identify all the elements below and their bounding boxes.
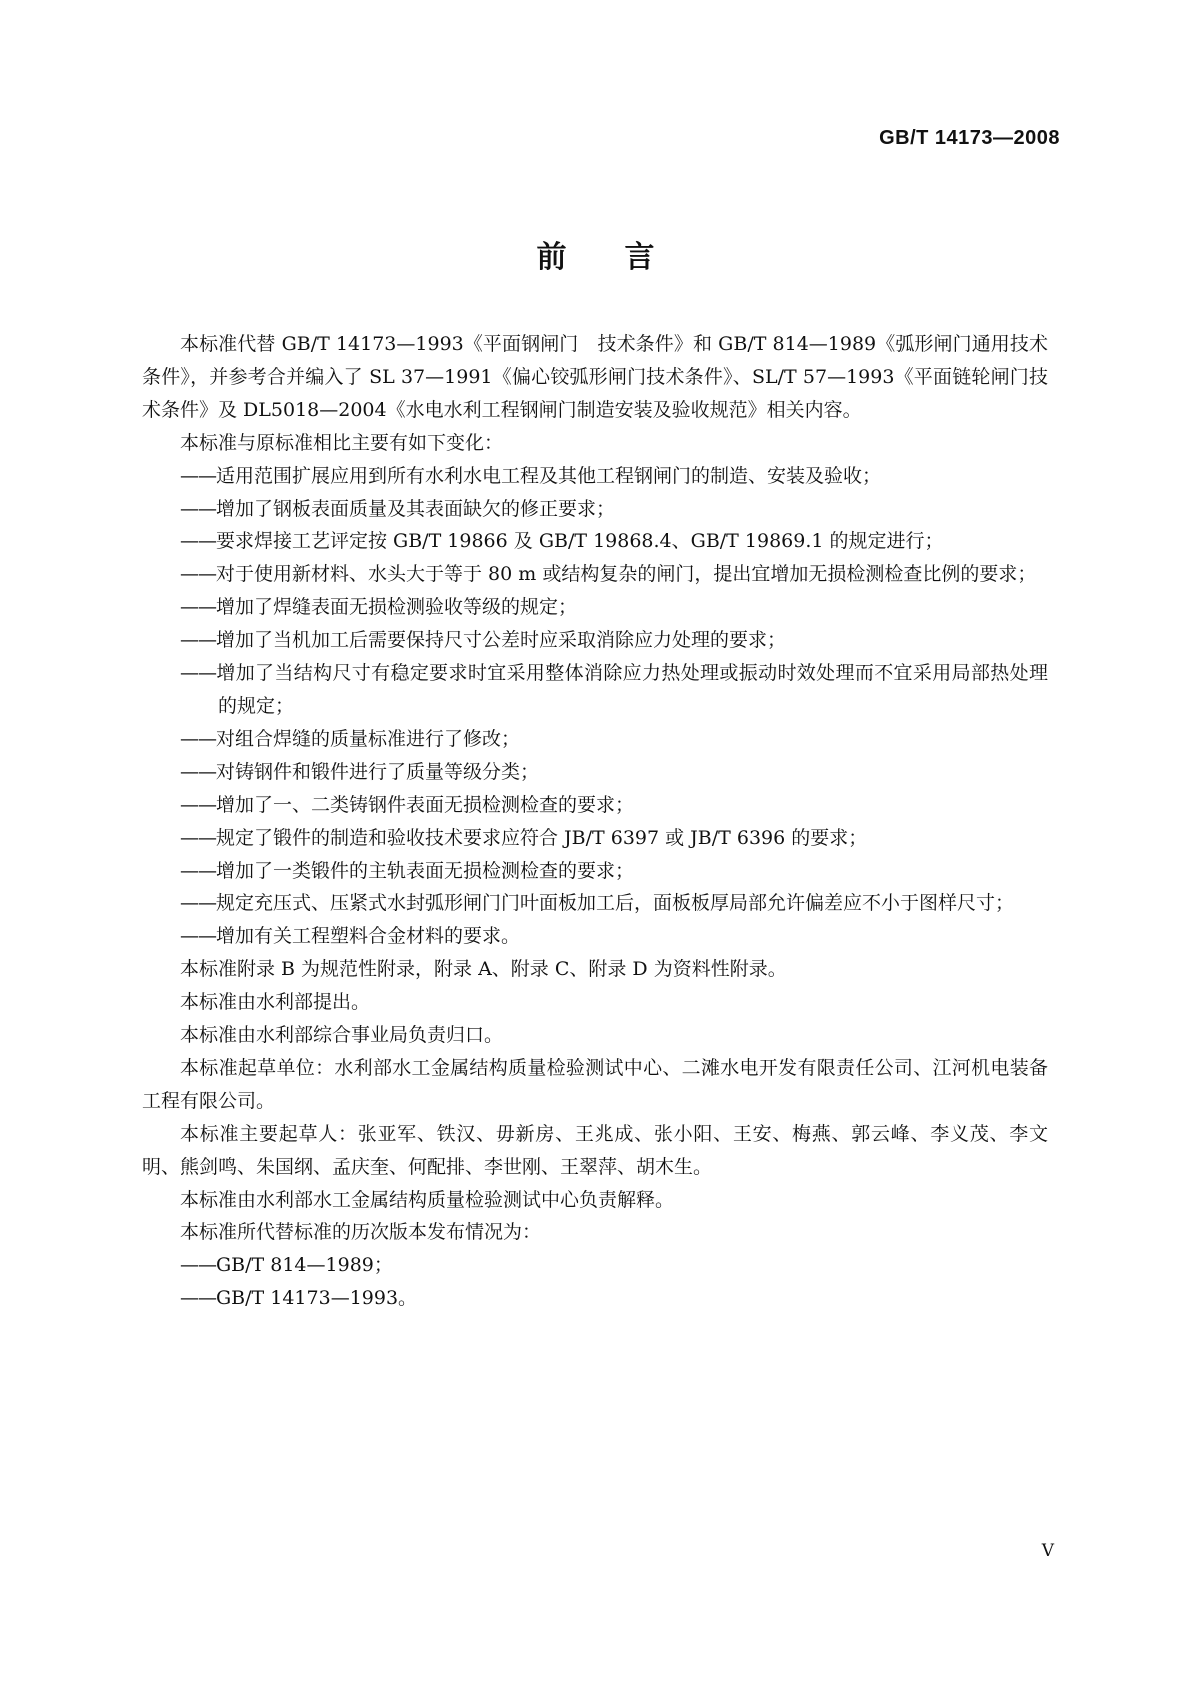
list-item-text: 增加了当机加工后需要保持尺寸公差时应采取消除应力处理的要求；	[216, 629, 787, 652]
dash-list-item	[142, 789, 1048, 822]
paragraph: 本标准由水利部水工金属结构质量检验测试中心负责解释。	[180, 1188, 675, 1211]
dash-list-item	[142, 920, 1048, 953]
dash-list-item	[142, 657, 1048, 723]
dash-list-item	[142, 591, 1048, 624]
dash-mark: ——	[180, 563, 216, 586]
list-item-text: 增加了焊缝表面无损检测验收等级的规定；	[216, 596, 578, 619]
dash-list-item	[142, 855, 1048, 888]
paragraph: 本标准与原标准相比主要有如下变化：	[180, 431, 504, 454]
dash-list-item	[142, 1249, 1048, 1282]
list-item-text: 增加了当结构尺寸有稳定要求时宜采用整体消除应力热处理或振动时效处理而不宜采用局部热处理的规定；	[216, 662, 1048, 717]
dash-list-item	[142, 822, 1048, 855]
paragraph: 本标准由水利部提出。	[180, 991, 371, 1014]
paragraph: 本标准代替 GB/T 14173—1993《平面钢闸门 技术条件》和 GB/T 814—1989《弧形闸门通用技术条件》，并参考合并编入了 SL 37—1991《偏心铰弧形闸门技术条件》、SL/T 57—1993《平面链轮闸门技术条件》及 DL5018—2004《水电水利工程钢闸门制造安装及验收规范》相关内容。	[142, 333, 1048, 421]
list-item-text: 增加了钢板表面质量及其表面缺欠的修正要求；	[216, 497, 616, 520]
dash-mark: ——	[180, 727, 216, 750]
dash-list-item	[142, 1282, 1048, 1315]
list-item-text: GB/T 14173—1993。	[216, 1287, 418, 1310]
dash-list-item	[142, 525, 1048, 558]
dash-list-item	[142, 887, 1048, 920]
list-item-text: 规定了锻件的制造和验收技术要求应符合 JB/T 6397 或 JB/T 6396 的要求；	[216, 826, 868, 849]
dash-list-item	[142, 493, 1048, 526]
document-body	[142, 328, 1048, 1315]
list-item-text: 增加有关工程塑料合金材料的要求。	[216, 925, 521, 948]
dash-mark: ——	[180, 925, 216, 948]
list-item-text: 增加了一、二类铸钢件表面无损检测检查的要求；	[216, 793, 635, 816]
page-number: Ⅴ	[1041, 1541, 1054, 1561]
dash-mark: ——	[180, 892, 216, 915]
dash-mark: ——	[180, 497, 216, 520]
dash-mark: ——	[180, 826, 216, 849]
list-item-text: 对于使用新材料、水头大于等于 80 m 或结构复杂的闸门，提出宜增加无损检测检查比例的要求；	[216, 563, 1037, 586]
page-title: 前言	[536, 240, 713, 275]
dash-mark: ——	[180, 1254, 216, 1277]
dash-list-item	[142, 460, 1048, 493]
standard-number: GB/T 14173—2008	[879, 127, 1060, 149]
dash-list-item	[142, 624, 1048, 657]
list-item-text: 规定充压式、压紧式水封弧形闸门门叶面板加工后，面板板厚局部允许偏差应不小于图样尺寸；	[216, 892, 1015, 915]
list-item-text: 对铸钢件和锻件进行了质量等级分类；	[216, 760, 540, 783]
list-item-text: 适用范围扩展应用到所有水利水电工程及其他工程钢闸门的制造、安装及验收；	[216, 464, 882, 487]
dash-mark: ——	[180, 530, 216, 553]
dash-list-item	[142, 558, 1048, 591]
dash-list-item	[142, 756, 1048, 789]
dash-list-item	[142, 723, 1048, 756]
list-item-text: 要求焊接工艺评定按 GB/T 19866 及 GB/T 19868.4、GB/T 19869.1 的规定进行；	[216, 530, 944, 553]
dash-mark: ——	[180, 464, 216, 487]
paragraph: 本标准所代替标准的历次版本发布情况为：	[180, 1221, 542, 1244]
dash-mark: ——	[180, 1287, 216, 1310]
dash-mark: ——	[180, 859, 216, 882]
dash-mark: ——	[180, 629, 216, 652]
dash-mark: ——	[180, 596, 216, 619]
list-item-text: 增加了一类锻件的主轨表面无损检测检查的要求；	[216, 859, 635, 882]
paragraph: 本标准起草单位：水利部水工金属结构质量检验测试中心、二滩水电开发有限责任公司、江河机电装备工程有限公司。	[142, 1056, 1048, 1112]
paragraph: 本标准附录 B 为规范性附录，附录 A、附录 C、附录 D 为资料性附录。	[180, 958, 787, 981]
paragraph: 本标准由水利部综合事业局负责归口。	[180, 1024, 504, 1047]
list-item-text: GB/T 814—1989；	[216, 1254, 393, 1277]
dash-mark: ——	[180, 793, 216, 816]
list-item-text: 对组合焊缝的质量标准进行了修改；	[216, 727, 521, 750]
dash-mark: ——	[180, 760, 216, 783]
dash-mark: ——	[180, 662, 216, 685]
paragraph: 本标准主要起草人：张亚军、铁汉、毋新房、王兆成、张小阳、王安、梅燕、郭云峰、李义茂、李文明、熊剑鸣、朱国纲、孟庆奎、何配排、李世刚、王翠萍、胡木生。	[142, 1122, 1048, 1178]
